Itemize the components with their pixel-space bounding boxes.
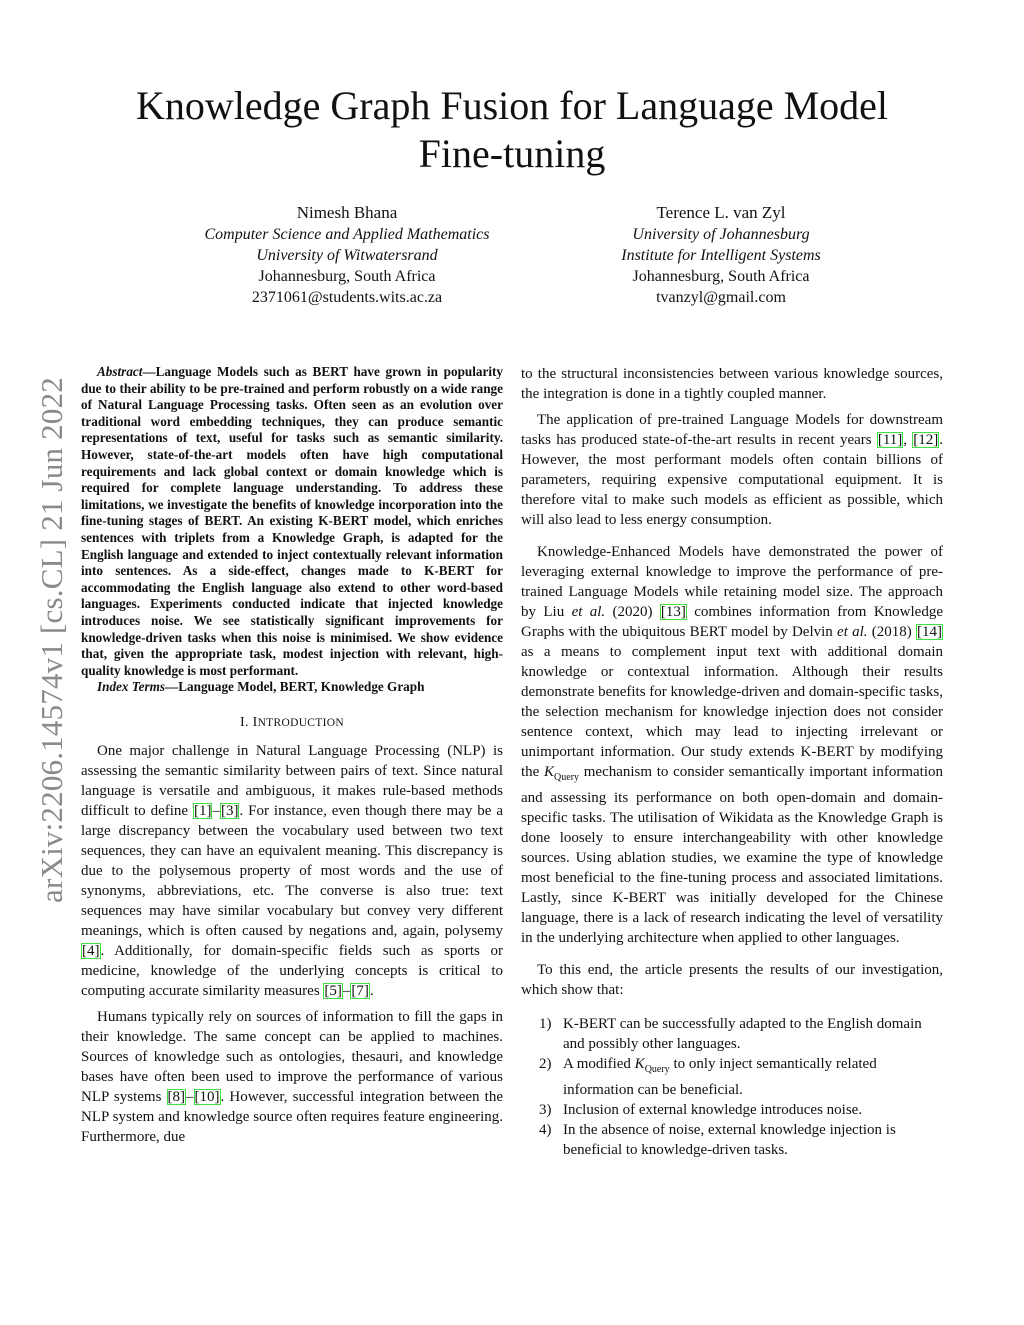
list-item xyxy=(521,1100,943,1120)
author-affiliation: University of Witwatersrand xyxy=(256,247,438,264)
text-run: (2018) xyxy=(867,624,916,640)
text-run: – xyxy=(342,982,351,999)
citation-link[interactable]: [8] xyxy=(167,1088,186,1105)
author-location: Johannesburg, South Africa xyxy=(258,268,436,285)
section-heading-introduction xyxy=(81,713,503,733)
arxiv-stamp[interactable]: arXiv:2206.14574v1 [cs.CL] 21 Jun 2022 xyxy=(34,377,69,903)
findings-list xyxy=(521,1014,943,1160)
right-paragraph-2 xyxy=(521,542,943,948)
citation-link[interactable]: [10] xyxy=(194,1088,220,1105)
text-run: mechanism to consider semantically important information and assessing its performance on both open-domain and domain-specific tasks. The utilisation of Wikidata as the Knowledge Graph is done loosely to ensure interchangeability with other knowledge sources. Using ablation studies, we examine the type of knowledge most beneficial to the fine-tuning process and associated limitations. Lastly, since K-BERT was initially developed for the Chinese language, there is a lack of research indicating the level of versatility in the underlying architecture when applied to other languages. xyxy=(521,764,943,946)
right-paragraph-1 xyxy=(521,410,943,530)
paper-title xyxy=(0,82,1024,178)
author-affiliation: Computer Science and Applied Mathematics xyxy=(204,226,490,243)
list-number: 3) xyxy=(539,1102,552,1118)
text-run: Knowledge-Enhanced Models have demonstrated the power of leveraging external knowledge to improve the performance of pre-trained Language Models while retaining model size. The approach by Liu xyxy=(521,544,943,620)
abstract xyxy=(81,364,503,679)
title-line-1: Knowledge Graph Fusion for Language Model xyxy=(135,83,889,128)
right-paragraph-0: to the structural inconsistencies between various knowledge sources, the integration is done in a tightly coupled manner. xyxy=(521,366,943,402)
index-terms xyxy=(81,679,503,696)
text-run: . Additionally, for domain-specific fields such as sports or medicine, knowledge of the underlying concepts is critical to computing accurate similarity measures xyxy=(81,942,503,999)
text-run: (2020) xyxy=(605,604,660,620)
author-affiliation: Institute for Intelligent Systems xyxy=(621,247,821,264)
author-name: Nimesh Bhana xyxy=(296,203,398,222)
section-numeral: I. xyxy=(240,714,253,730)
k-symbol: K xyxy=(544,764,555,780)
list-item xyxy=(521,1014,943,1054)
right-column xyxy=(521,364,943,1160)
list-item-text: K-BERT can be successfully adapted to the English domain and possibly other languages. xyxy=(563,1016,922,1052)
section-initial: I xyxy=(252,714,258,730)
text-run: . xyxy=(369,982,374,999)
index-terms-text: —Language Model, BERT, Knowledge Graph xyxy=(165,679,425,695)
text-run: combines information from Knowledge Graphs with the ubiquitous BERT model by Delvin xyxy=(521,604,943,640)
index-terms-label: Index Terms xyxy=(97,679,166,695)
list-item xyxy=(521,1054,943,1100)
query-subscript: Query xyxy=(644,1064,670,1075)
citation-link[interactable]: [4] xyxy=(82,942,100,959)
text-run: , xyxy=(903,432,913,448)
text-run: as a means to complement input text with additional domain knowledge or contextual information. Although their results demonstrate benefits for knowledge-driven and domain-specific tasks, the selection mechanism for knowledge injection does not consider sentence context, which may lead to injecting irrelevant or unimportant information. Our study extends K-BERT by modifying the xyxy=(521,644,943,780)
text-run: – xyxy=(212,802,220,819)
citation-link[interactable]: [3] xyxy=(220,802,239,819)
citation-link[interactable]: [7] xyxy=(351,982,369,999)
citation-link[interactable]: [1] xyxy=(193,802,212,819)
intro-paragraph-1 xyxy=(81,741,503,1001)
citation-link[interactable]: [5] xyxy=(324,982,342,999)
text-run: . For instance, even though there may be a large discrepancy between the vocabulary used between two text sequences, they can have an equivalent meaning. This discrepancy is due to the polysemous property of most words and the use of synonyms, abbreviations, etc. The converse is also true: text sequences may have similar vocabulary but convey very different meanings, which is often caused by negations and, again, polysemy xyxy=(81,802,503,939)
text-run: – xyxy=(186,1088,194,1105)
text-run: One major challenge in Natural Language Processing (NLP) is assessing the semantic similarity between pairs of text. Since natural language is versatile and ambiguous, it makes rule-based methods difficult to define xyxy=(81,742,503,819)
author-name: Terence L. van Zyl xyxy=(656,203,786,222)
k-query-symbol xyxy=(544,764,580,783)
abstract-label: Abstract xyxy=(97,364,143,379)
right-paragraph-3: To this end, the article presents the results of our investigation, which show that: xyxy=(521,962,943,998)
list-number: 1) xyxy=(539,1016,552,1032)
et-al: et al. xyxy=(837,624,868,640)
author-block-1 xyxy=(157,202,537,308)
et-al: et al. xyxy=(571,604,606,620)
citation-link[interactable]: [11] xyxy=(877,432,903,448)
section-rest: NTRODUCTION xyxy=(257,716,344,729)
citation-link[interactable]: [12] xyxy=(913,432,939,448)
list-item-text: Inclusion of external knowledge introduces noise. xyxy=(563,1102,863,1118)
text-run: . However, successful integration between the NLP system and knowledge source often requires feature engineering. Furthermore, due xyxy=(81,1088,503,1145)
list-item-text: to only inject semantically related information can be beneficial. xyxy=(563,1056,877,1098)
k-query-symbol xyxy=(634,1056,670,1075)
left-column xyxy=(81,364,503,1153)
list-item-text: A modified xyxy=(563,1056,635,1072)
text-run: The application of pre-trained Language Models for downstream tasks has produced state-of-the-art results in recent years xyxy=(521,412,943,448)
text-run: Humans typically rely on sources of information to fill the gaps in their knowledge. The same concept can be applied to machines. Sources of knowledge such as ontologies, thesauri, and knowledge bases have often been used to improve the performance of various NLP systems xyxy=(81,1008,503,1105)
list-number: 4) xyxy=(539,1122,552,1138)
author-block-2 xyxy=(531,202,911,308)
list-number: 2) xyxy=(539,1056,552,1072)
citation-link[interactable]: [13] xyxy=(660,604,686,620)
abstract-text: —Language Models such as BERT have grown in popularity due to their ability to be pre-trained and perform robustly on a wide range of Natural Language Processing tasks. Often seen as an evolution over traditional word embedding techniques, they can produce semantic representations of text, useful for tasks such as semantic similarity. However, state-of-the-art models often have high computational requirements and lack global context or domain knowledge which is required for complete language understanding. To address these limitations, we investigate the benefits of knowledge incorporation into the fine-tuning stages of BERT. An existing K-BERT model, which enriches sentences with triplets from a Knowledge Graph, is adapted for the English language and extended to inject contextually relevant information into sentences. As a side-effect, changes made to K-BERT for accommodating the English language also extend to other word-based languages. Experiments conducted indicate that injected knowledge introduces noise. We see statistically significant improvements for knowledge-driven tasks when this noise is minimised. We show evidence that, given the appropriate task, modest injection with relevant, high-quality knowledge is most performant. xyxy=(81,364,503,678)
author-location: Johannesburg, South Africa xyxy=(632,268,810,285)
k-symbol: K xyxy=(634,1056,645,1072)
title-line-2: Fine-tuning xyxy=(418,131,606,176)
author-email[interactable]: tvanzyl@gmail.com xyxy=(656,289,786,306)
text-run: . However, the most performant models often contain billions of parameters, requiring expensive computational equipment. It is therefore vital to make such models as efficient as possible, which will also lead to less energy consumption. xyxy=(521,432,943,528)
citation-link[interactable]: [14] xyxy=(917,624,942,640)
author-email[interactable]: 2371061@students.wits.ac.za xyxy=(251,289,443,306)
author-affiliation: University of Johannesburg xyxy=(632,226,810,243)
query-subscript: Query xyxy=(554,772,580,783)
list-item-text: In the absence of noise, external knowledge injection is beneficial to knowledge-driven tasks. xyxy=(563,1122,896,1158)
list-item xyxy=(521,1120,943,1160)
intro-paragraph-2 xyxy=(81,1007,503,1147)
